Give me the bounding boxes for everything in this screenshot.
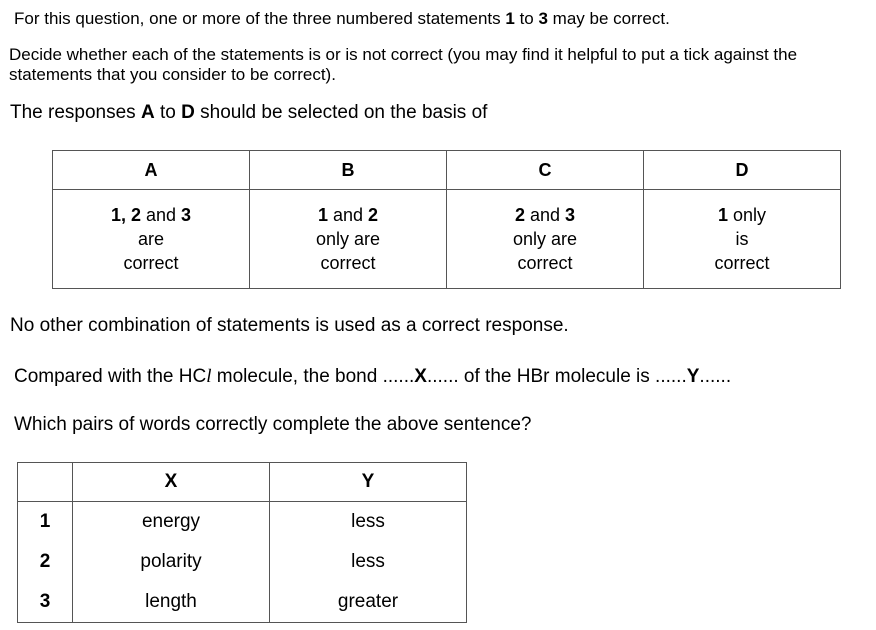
y-header: Y — [270, 463, 467, 502]
instruction-line-1: For this question, one or more of the three numbered statements 1 to 3 may be correct. — [14, 9, 670, 28]
response-meaning-c: 2 and 3 only are correct — [447, 190, 644, 289]
response-key-table — [52, 150, 841, 289]
question-prompt: Which pairs of words correctly complete the above sentence? — [14, 414, 532, 435]
number-header-cell — [18, 463, 73, 502]
y-value: less — [270, 542, 467, 582]
response-meaning-a: 1, 2 and 3 are correct — [53, 190, 250, 289]
response-letter-b: B — [250, 151, 447, 190]
row-number: 1 — [18, 502, 73, 543]
x-value: length — [73, 582, 270, 623]
x-header: X — [73, 463, 270, 502]
response-letter-c: C — [447, 151, 644, 190]
response-key-body-row — [53, 190, 841, 289]
response-letter-d: D — [644, 151, 841, 190]
response-key-header-row — [53, 151, 841, 190]
table-row — [18, 582, 467, 623]
question-stem: Compared with the HCl molecule, the bond ......X...... of the HBr molecule is ......Y...... — [14, 366, 732, 387]
note-text: No other combination of statements is used as a correct response. — [10, 315, 569, 336]
response-letter-a: A — [53, 151, 250, 190]
word-pairs-table — [17, 462, 467, 623]
instruction-line-3: The responses A to D should be selected on the basis of — [10, 102, 488, 123]
instruction-line-2: Decide whether each of the statements is or is not correct (you may find it helpful to put a tick against the statements that you consider to be correct). — [9, 45, 798, 84]
y-value: less — [270, 502, 467, 543]
word-pairs-header-row — [18, 463, 467, 502]
x-value: energy — [73, 502, 270, 543]
y-value: greater — [270, 582, 467, 623]
row-number: 2 — [18, 542, 73, 582]
table-row — [18, 542, 467, 582]
response-meaning-b: 1 and 2 only are correct — [250, 190, 447, 289]
table-row — [18, 502, 467, 543]
x-value: polarity — [73, 542, 270, 582]
row-number: 3 — [18, 582, 73, 623]
response-meaning-d: 1 only is correct — [644, 190, 841, 289]
